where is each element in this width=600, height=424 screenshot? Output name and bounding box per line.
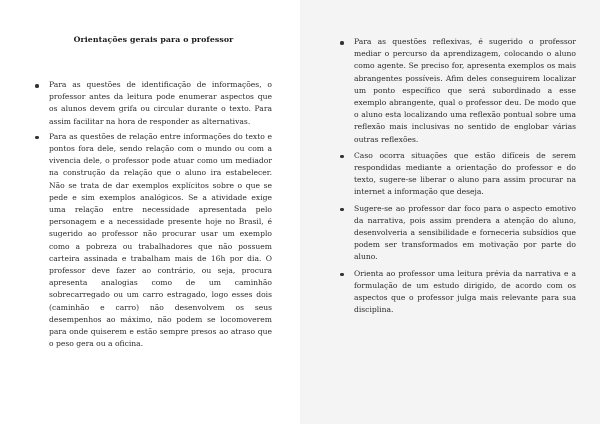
page-title: Orientações gerais para o professor xyxy=(73,35,234,44)
list-item-text: Para as questões reflexivas, é sugerido o professor mediar o percurso da aprendizagem, colocando o aluno como agente. Se preciso for, apresenta exemplos os mais abrangentes possíveis. Afim deles conseguirem localizar um ponto específico que será subordinado a esse exemplo abrangente, qual o professor deu. De modo que o aluno esta localizando uma reflexão pontual sobre uma reflexão mais inclusivas no sentido de englobar várias outras reflexões. xyxy=(354,37,576,144)
list-item xyxy=(340,268,576,317)
bullet-icon xyxy=(35,136,39,140)
bullet-icon xyxy=(340,273,344,277)
list-item xyxy=(340,203,576,264)
list-item-text: Sugere-se ao professor dar foco para o aspecto emotivo da narrativa, pois assim prendera a atenção do aluno, desenvolveria a sensibilidade e forneceria subsídios que podem ser transformados em motivação por parte do aluno. xyxy=(354,203,576,262)
list-item xyxy=(340,36,576,146)
right-bullet-list xyxy=(340,36,576,316)
right-page xyxy=(300,0,600,424)
bullet-icon xyxy=(340,208,344,212)
list-item xyxy=(35,79,272,128)
bullet-icon xyxy=(340,155,344,159)
left-bullet-list xyxy=(35,79,272,350)
list-item-text: Para as questões de identificação de informações, o professor antes da leitura pode enumerar aspectos que os alunos devem grifa ou circular durante o texto. Para assim facilitar na hora de responder as alternativas. xyxy=(49,80,272,126)
list-item-text: Orienta ao professor uma leitura prévia da narrativa e a formulação de um estudo dirigido, de acordo com os aspectos que o professor julga mais relevante para sua disciplina. xyxy=(354,268,576,315)
list-item-text: Caso ocorra situações que estão difíceis de serem respondidas mediante a orientação do professor e do texto, sugere-se liberar o aluno para assim procurar na internet a informação que deseja. xyxy=(354,150,576,197)
list-item xyxy=(35,131,272,351)
list-item xyxy=(340,150,576,199)
bullet-icon xyxy=(340,41,344,45)
bullet-icon xyxy=(35,84,39,88)
list-item-text: Para as questões de relação entre informações do texto e pontos fora dele, sendo relação com o mundo ou com a vivencia dele, o professor pode atuar como um mediador na construção da relação que o aluno ira estabelecer. Não se trata de dar exemplos explícitos sobre o que se pede e sim exemplos analógicos. Se a atividade exige uma relação entre necessidade apresentada pelo personagem e a necessidade presente hoje no Brasil, é sugerido ao professor não procurar usar um exemplo como a pobreza ou trabalhadores que não possuem carteira assinada e trabalham mais de 16h por dia. O professor deve fazer ao contrário, ou seja, procura apresenta analogias como de um caminhão sobrecarregado ou um carro estragado, logo esses dois (caminhão e carro) não desenvolvem os seus desempenhos ao máximo, não podem se locomoverem para onde quiserem e estão sempre presos ao atraso que o peso gera ou a oficina. xyxy=(49,131,272,349)
